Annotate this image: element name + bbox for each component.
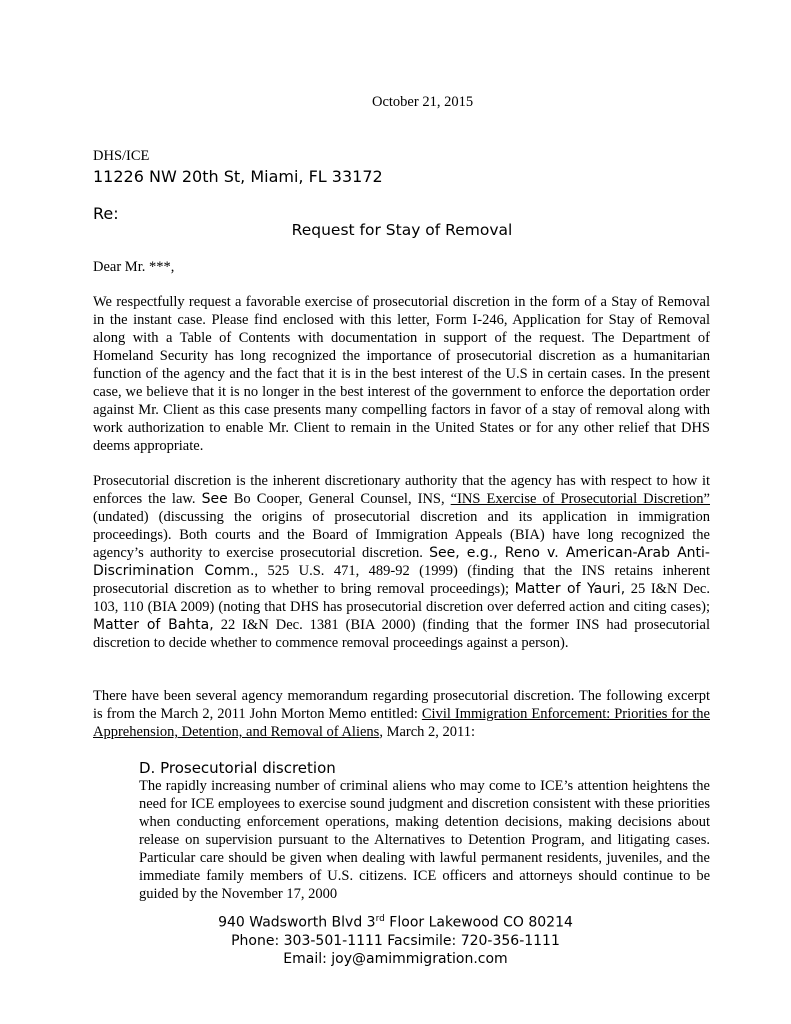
case-citation: See, e.g., Reno v. American-Arab Anti-Discrimination Comm. [93,545,710,579]
excerpt-heading: D. Prosecutorial discretion [139,759,336,777]
text-segment: 25 I&N Dec. 103, 110 (BIA 2009) (noting that DHS has prosecutorial discretion over deferred action and citing cases); [93,581,710,615]
letter-date: October 21, 2015 [372,94,474,110]
excerpt-text: The rapidly increasing number of criminal aliens who may come to ICE’s attention heightens the need for ICE employees to exercise sound judgment and discretion consistent with these priorities when conducting enforcement operations, making detention decisions, making decisions about release on supervision pursuant to the Alternatives to Detention Program, and litigating cases. Particular care should be given when dealing with lawful permanent residents, juveniles, and the immediate family members of U.S. citizens. ICE officers and attorneys should continue to be guided by the November 17, 2000 [139,778,710,902]
text-segment: 22 I&N Dec. 1381 (BIA 2000) (finding that the former INS had prosecutorial discretion to decide whether to commence removal proceedings against a person). [93,617,710,651]
letter-subject: Request for Stay of Removal [291,221,513,239]
footer-address-text: 940 Wadsworth Blvd 3 [218,914,376,931]
footer-email: Email: joy@amimmigration.com [283,950,508,967]
re-label: Re: [93,204,119,223]
memo-title: Civil Immigration Enforcement: Priorities for the Apprehension, Detention, and Removal of Aliens [93,706,710,740]
footer-address-sup: rd [375,914,385,924]
case-citation: Matter of Yauri, [514,581,626,597]
recipient-agency: DHS/ICE [93,148,150,164]
text-segment: , 525 U.S. 471, 489-92 (1999) (finding that the INS retains inherent prosecutorial discretion as to whether to bring removal proceedings); [93,563,710,597]
text-segment: , March 2, 2011: [379,724,476,740]
text-segment: Bo Cooper, General Counsel, INS, [227,491,451,507]
text-segment: (undated) (discussing the origins of prosecutorial discretion and its application in immigration proceedings). Both courts and the Board of Immigration Appeals (BIA) have long recognized the agency’s authority to exercise prosecutorial discretion. [93,509,710,561]
text-segment: Prosecutorial discretion is the inherent discretionary authority that the agency has with respect to how it enforces the law. [93,473,710,507]
salutation: Dear Mr. ***, [93,259,175,275]
paragraph-memo [93,687,710,741]
footer-address [0,910,791,932]
footer-address-text: Floor Lakewood CO 80214 [384,914,573,931]
recipient-address: 11226 NW 20th St, Miami, FL 33172 [93,167,383,186]
paragraph-request: We respectfully request a favorable exercise of prosecutorial discretion in the form of a Stay of Removal in the instant case. Please find enclosed with this letter, Form I-246, Application for Stay of Removal along with a Table of Contents with documentation in support of the request. The Department of Homeland Security has long recognized the importance of prosecutorial discretion as a humanitarian function of the agency and the fact that it is in the best interest of the U.S in certain cases. In the present case, we believe that it is no longer in the best interest of the government to enforce the deportation order against Mr. Client as this case presents many compelling factors in favor of a stay of removal along with work authorization to enable Mr. Client to remain in the United States or for any other relief that DHS deems appropriate. [93,294,710,454]
text-segment: There have been several agency memorandum regarding prosecutorial discretion. The following excerpt is from the March 2, 2011 John Morton Memo entitled: [93,688,710,722]
letterhead-footer [0,910,791,968]
memo-link[interactable]: “INS Exercise of Prosecutorial Discretion” [450,491,710,507]
citation-signal: See [201,491,228,507]
paragraph-discretion [93,472,710,652]
case-citation: Matter of Bahta, [93,617,214,633]
footer-phone: Phone: 303-501-1111 Facsimile: 720-356-1111 [231,932,560,949]
